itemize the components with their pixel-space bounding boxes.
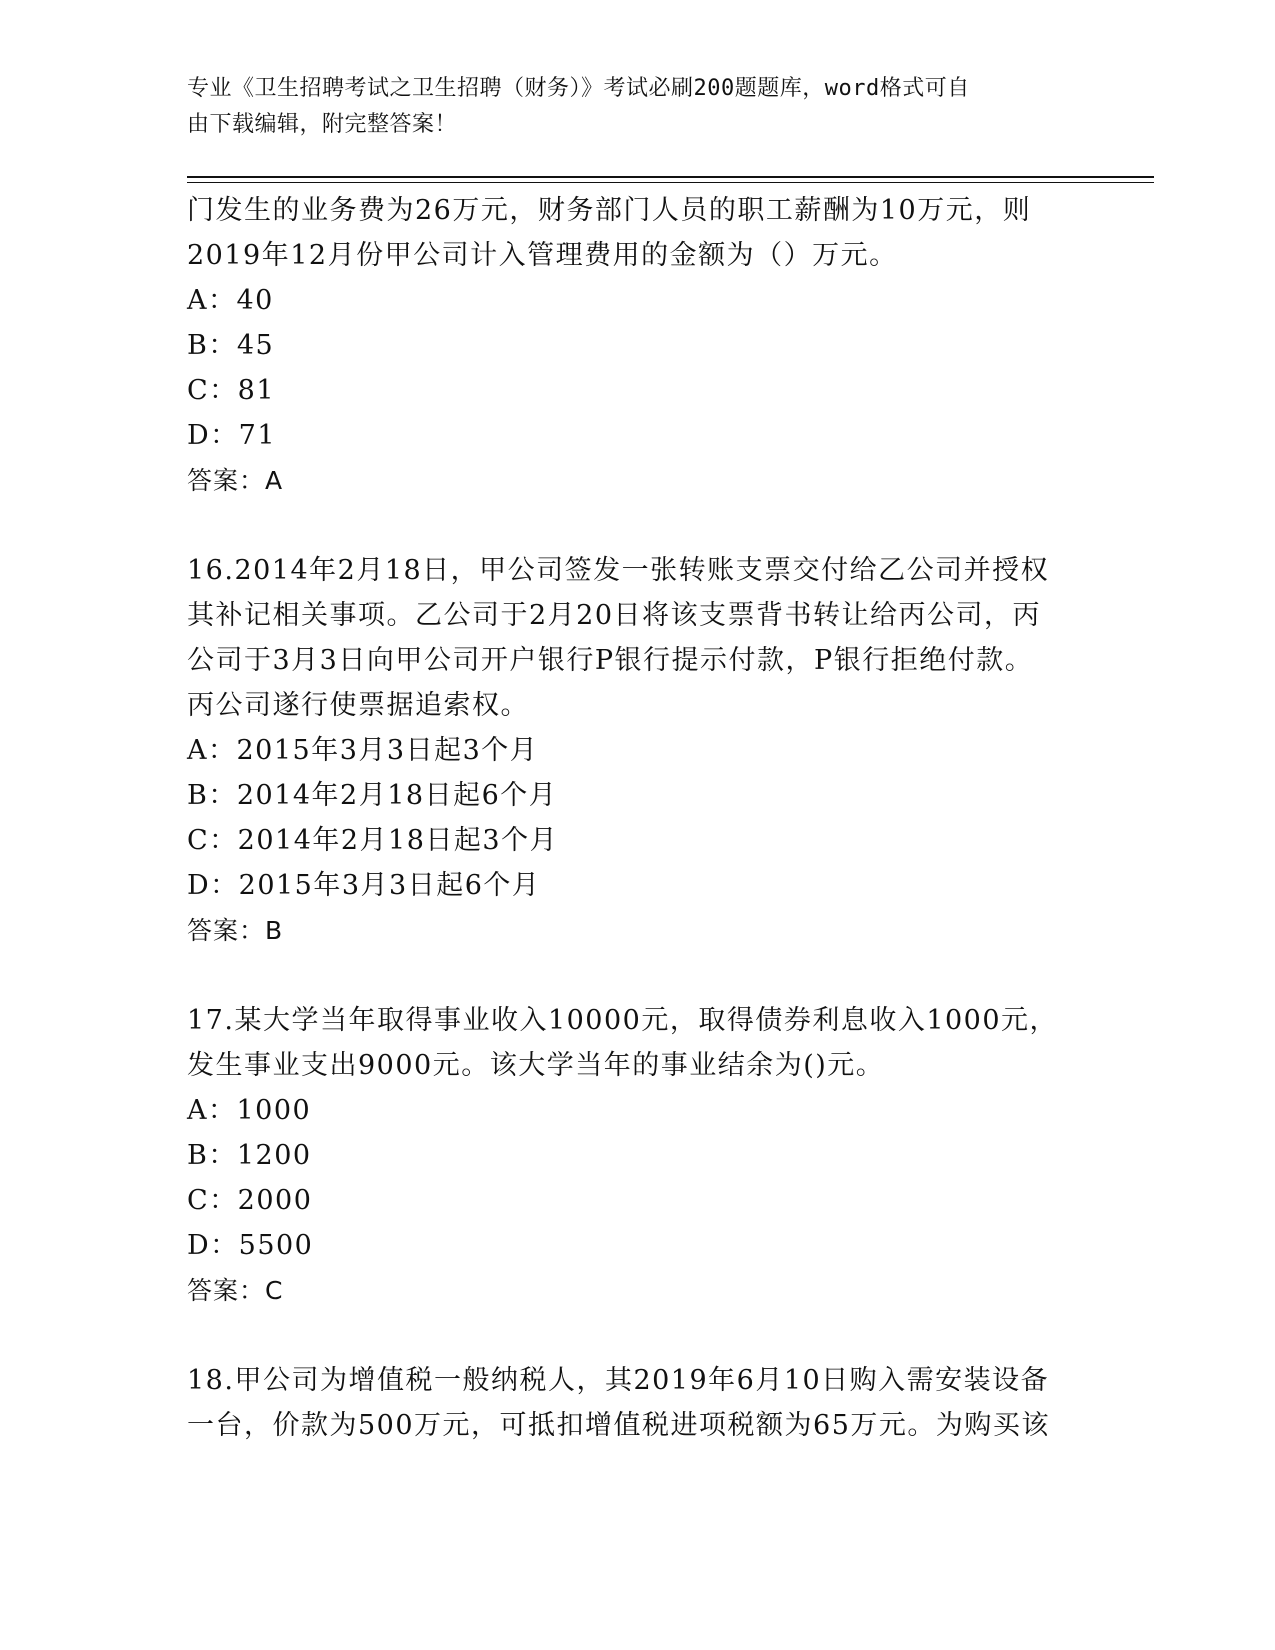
document-header: [187, 71, 1087, 143]
header-line-2: 由下载编辑，附完整答案！: [187, 112, 458, 137]
question-17: [187, 998, 1087, 1313]
question-17-option-b: B：1200: [187, 1140, 312, 1171]
question-17-option-c: C：2000: [187, 1185, 313, 1216]
header-rule-thick: [187, 176, 1154, 178]
question-16-answer: 答案：B: [187, 916, 284, 945]
question-17-option-d: D：5500: [187, 1230, 314, 1261]
question-16-option-a: A：2015年3月3日起3个月: [187, 735, 539, 766]
question-18: [187, 1358, 1087, 1448]
question-15-line-2: 2019年12月份甲公司计入管理费用的金额为（）万元。: [187, 240, 898, 271]
header-rule-thin: [187, 182, 1154, 183]
question-17-line-2: 发生事业支出9000元。该大学当年的事业结余为()元。: [187, 1050, 885, 1081]
question-16-option-b: B：2014年2月18日起6个月: [187, 780, 558, 811]
question-18-line-2: 一台，价款为500万元，可抵扣增值税进项税额为65万元。为购买该: [187, 1410, 1050, 1441]
question-15-line-1: 门发生的业务费为26万元，财务部门人员的职工薪酬为10万元，则: [187, 195, 1032, 226]
question-list: [187, 188, 1087, 1448]
header-line-1: 专业《卫生招聘考试之卫生招聘（财务）》考试必刷200题题库，word格式可自: [187, 76, 970, 101]
question-15-option-b: B：45: [187, 330, 275, 361]
question-15-answer: 答案：A: [187, 466, 284, 495]
question-15-option-a: A：40: [187, 285, 274, 316]
question-16: [187, 548, 1087, 953]
question-16-line-2: 其补记相关事项。乙公司于2月20日将该支票背书转让给丙公司，丙: [187, 600, 1042, 631]
question-17-line-1: 17.某大学当年取得事业收入10000元，取得债券利息收入1000元，: [187, 1005, 1059, 1036]
question-16-option-d: D：2015年3月3日起6个月: [187, 870, 541, 901]
question-15-option-c: C：81: [187, 375, 276, 406]
question-16-option-c: C：2014年2月18日起3个月: [187, 825, 559, 856]
question-17-option-a: A：1000: [187, 1095, 312, 1126]
question-15-option-d: D：71: [187, 420, 277, 451]
question-18-line-1: 18.甲公司为增值税一般纳税人，其2019年6月10日购入需安装设备: [187, 1365, 1050, 1396]
question-17-answer: 答案：C: [187, 1276, 284, 1305]
question-15: [187, 188, 1087, 503]
question-16-line-3: 公司于3月3日向甲公司开户银行P银行提示付款，P银行拒绝付款。: [187, 645, 1034, 676]
question-16-line-4: 丙公司遂行使票据追索权。: [187, 690, 529, 721]
question-16-line-1: 16.2014年2月18日，甲公司签发一张转账支票交付给乙公司并授权: [187, 555, 1050, 586]
